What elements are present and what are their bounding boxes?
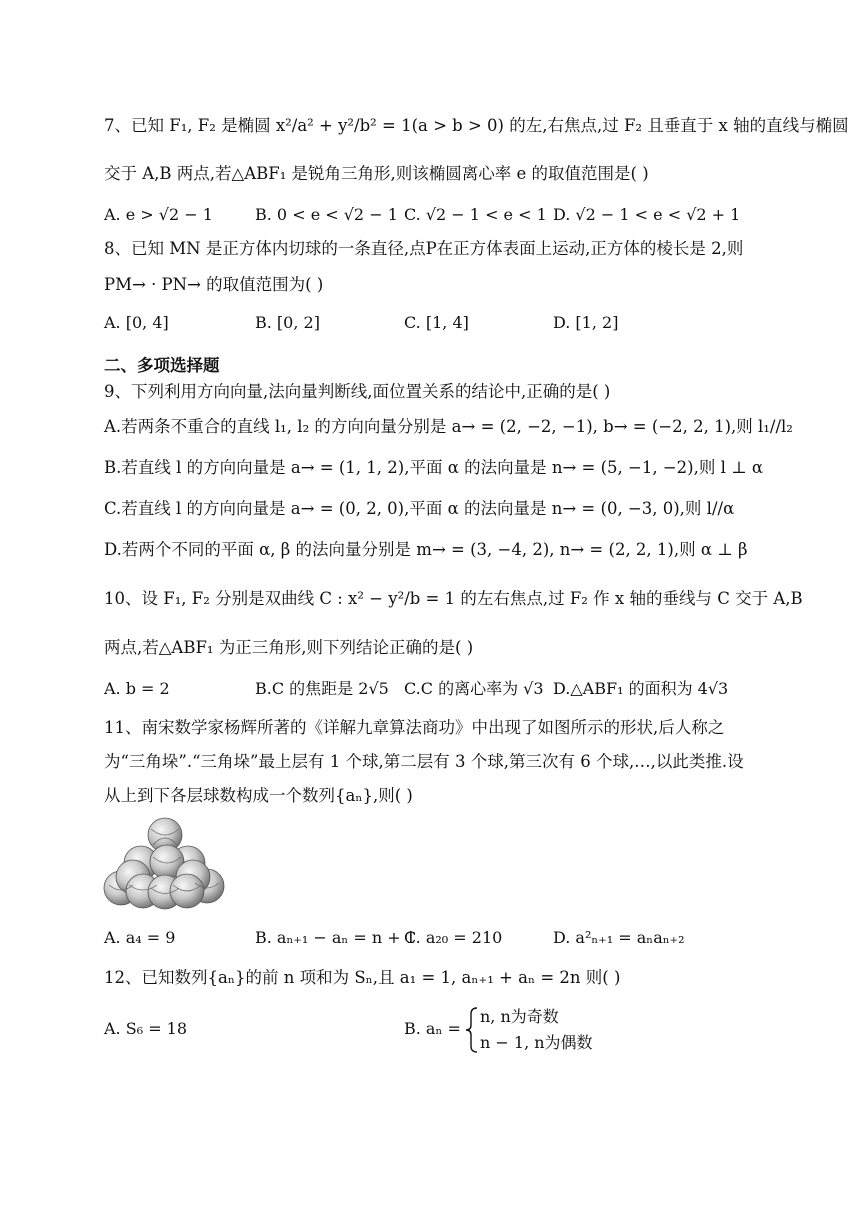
q11-stem-line3: 从上到下各层球数构成一个数列{aₙ},则( ) bbox=[104, 786, 413, 805]
q10-option-c: C.C 的离心率为 √3 bbox=[404, 679, 544, 698]
q10-option-b: B.C 的焦距是 2√5 bbox=[255, 679, 389, 698]
q8-option-a: A. [0, 4] bbox=[104, 313, 169, 332]
q12-stem: 12、已知数列{aₙ}的前 n 项和为 Sₙ,且 a₁ = 1, aₙ₊₁ + aₙ = 2n 则( ) bbox=[104, 968, 621, 987]
q10-option-a: A. b = 2 bbox=[104, 679, 170, 698]
q10-stem-line2: 两点,若△ABF₁ 为正三角形,则下列结论正确的是( ) bbox=[104, 638, 474, 657]
q10-option-d: D.△ABF₁ 的面积为 4√3 bbox=[553, 679, 729, 698]
q9-option-d: D.若两个不同的平面 α, β 的法向量分别是 m→ = (3, −4, 2), n→ = (2, 2, 1),则 α ⊥ β bbox=[104, 540, 748, 559]
triangular-stack-figure bbox=[103, 815, 228, 910]
q9-option-c: C.若直线 l 的方向向量是 a→ = (0, 2, 0),平面 α 的法向量是 n→ = (0, −3, 0),则 l//α bbox=[104, 499, 735, 518]
q11-stem-line2: 为“三角垛”.“三角垛”最上层有 1 个球,第二层有 3 个球,第三次有 6 个球,…,以此类推.设 bbox=[104, 752, 744, 771]
q7-option-c: C. √2 − 1 < e < 1 bbox=[404, 205, 547, 224]
q7-option-b: B. 0 < e < √2 − 1 bbox=[255, 205, 398, 224]
q8-stem-line1: 8、已知 MN 是正方体内切球的一条直径,点P在正方体表面上运动,正方体的棱长是 2,则 bbox=[104, 239, 744, 258]
q9-option-a: A.若两条不重合的直线 l₁, l₂ 的方向向量分别是 a→ = (2, −2, −1), b→ = (−2, 2, 1),则 l₁//l₂ bbox=[104, 417, 793, 436]
q11-option-d: D. a²ₙ₊₁ = aₙaₙ₊₂ bbox=[553, 928, 685, 947]
q9-stem: 9、下列利用方向向量,法向量判断线,面位置关系的结论中,正确的是( ) bbox=[104, 382, 611, 401]
q12-option-b-prefix: B. aₙ = bbox=[404, 1019, 461, 1038]
q12-option-b-case-even: n − 1, n为偶数 bbox=[480, 1033, 593, 1052]
q7-option-d: D. √2 − 1 < e < √2 + 1 bbox=[553, 205, 741, 224]
q11-stem-line1: 11、南宋数学家杨辉所著的《详解九章算法商功》中出现了如图所示的形状,后人称之 bbox=[104, 718, 725, 737]
q11-option-b: B. aₙ₊₁ − aₙ = n + 1 bbox=[255, 928, 416, 947]
q8-option-b: B. [0, 2] bbox=[255, 313, 320, 332]
q11-option-c: C. a₂₀ = 210 bbox=[404, 928, 503, 947]
q12-option-b-case-odd: n, n为奇数 bbox=[480, 1007, 559, 1026]
q7-stem-line2: 交于 A,B 两点,若△ABF₁ 是锐角三角形,则该椭圆离心率 e 的取值范围是( ) bbox=[104, 164, 649, 183]
section-heading: 二、多项选择题 bbox=[104, 356, 220, 375]
q12-option-a: A. S₆ = 18 bbox=[104, 1019, 188, 1038]
q7-option-a: A. e > √2 − 1 bbox=[104, 205, 213, 224]
q8-stem-line2: PM→ · PN→ 的取值范围为( ) bbox=[104, 275, 324, 294]
q9-option-b: B.若直线 l 的方向向量是 a→ = (1, 1, 2),平面 α 的法向量是 n→ = (5, −1, −2),则 l ⊥ α bbox=[104, 458, 764, 477]
q11-option-a: A. a₄ = 9 bbox=[104, 928, 176, 947]
q10-stem-line1: 10、设 F₁, F₂ 分别是双曲线 C : x² − y²/b = 1 的左右焦点,过 F₂ 作 x 轴的垂线与 C 交于 A,B bbox=[104, 589, 803, 608]
q8-option-c: C. [1, 4] bbox=[404, 313, 469, 332]
q8-option-d: D. [1, 2] bbox=[553, 313, 619, 332]
q7-stem-line1: 7、已知 F₁, F₂ 是椭圆 x²/a² + y²/b² = 1(a > b > 0) 的左,右焦点,过 F₂ 且垂直于 x 轴的直线与椭圆 bbox=[104, 116, 849, 135]
left-brace-icon bbox=[465, 1006, 479, 1054]
